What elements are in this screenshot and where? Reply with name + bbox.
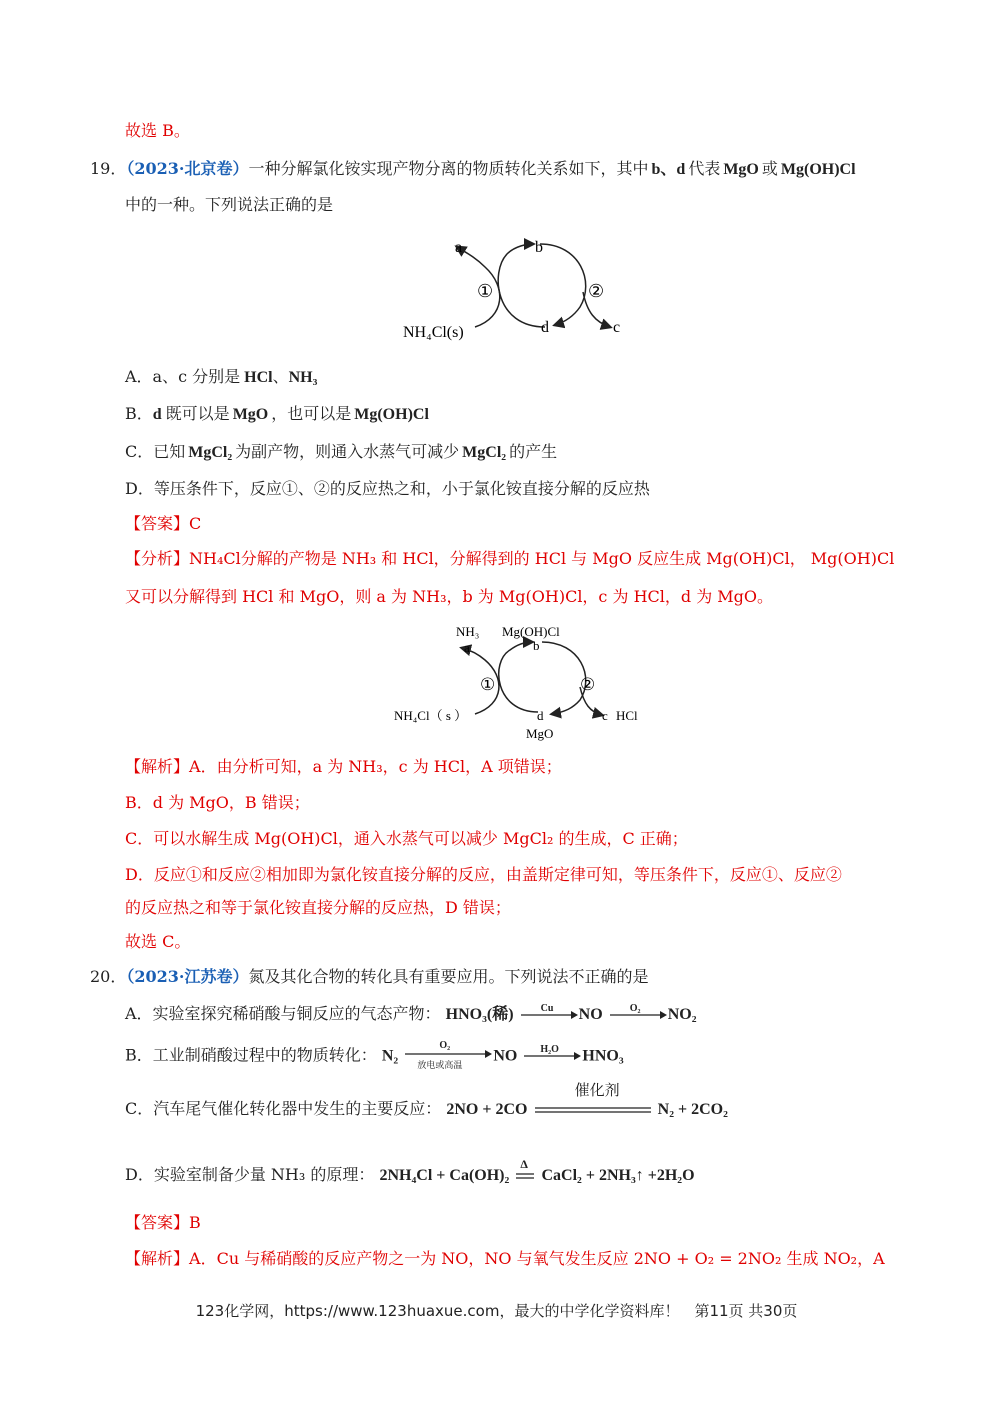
q20-explanation-a bbox=[125, 1248, 885, 1270]
opt-c-mgcl2-2: MgCl₂ bbox=[462, 444, 507, 461]
reaction-2-marker: ② bbox=[580, 675, 596, 694]
eq-b-arrow1 bbox=[403, 1040, 493, 1071]
eq-b-arrow2 bbox=[522, 1045, 582, 1067]
previous-conclusion: 故选 B。 bbox=[125, 121, 190, 140]
q20-opt-c-text: C．汽车尾气催化转化器中发生的主要反应： bbox=[125, 1099, 442, 1118]
q20-opt-d-text: D．实验室制备少量 NH₃ 的原理： bbox=[125, 1165, 375, 1184]
label-d: d bbox=[541, 319, 549, 336]
q19-explanation-d2: 的反应热之和等于氯化铵直接分解的反应热，D 错误； bbox=[125, 898, 511, 917]
opt-b-d: d bbox=[152, 406, 162, 423]
eq-a-cond1: Cu bbox=[540, 1002, 554, 1014]
reaction-2-marker: ② bbox=[588, 281, 605, 301]
eq-a-no2: NO₂ bbox=[667, 1006, 697, 1023]
answer-value: C bbox=[189, 514, 202, 533]
q20-opt-a-text: A．实验室探究稀硝酸与铜反应的气态产物： bbox=[125, 1004, 441, 1023]
opt-b-mgo: MgO bbox=[232, 406, 269, 423]
analysis-tag: 【分析】 bbox=[125, 549, 190, 568]
q19-represents: 代表 bbox=[688, 159, 721, 178]
reactant-nh4cl: NH₄Cl(s) bbox=[403, 324, 464, 341]
explanation-tag: 【解析】 bbox=[125, 1249, 190, 1268]
eq-b-cond1: O₂ bbox=[439, 1040, 451, 1051]
eq-b-n2: N₂ bbox=[381, 1047, 399, 1065]
label-b: b bbox=[533, 638, 540, 653]
eq-c-right: N₂ + 2CO₂ bbox=[657, 1101, 728, 1118]
answer-value: B bbox=[189, 1213, 201, 1232]
q20-option-b bbox=[125, 1040, 624, 1071]
q19-option-b bbox=[125, 403, 429, 426]
q20-option-a bbox=[125, 1003, 697, 1026]
label-c: c bbox=[602, 708, 608, 723]
opt-a-lead: A．a、c 分别是 bbox=[125, 367, 241, 386]
opt-b-text2: ，也可以是 bbox=[271, 404, 352, 423]
q19-conclusion: 故选 C。 bbox=[125, 932, 191, 951]
eq-b-hno3: HNO₃ bbox=[582, 1047, 624, 1065]
eq-d-equals bbox=[514, 1156, 536, 1187]
eq-a-hno3: HNO₃(稀) bbox=[445, 1006, 514, 1023]
answer-tag: 【答案】 bbox=[125, 1213, 190, 1232]
label-c: c bbox=[613, 319, 621, 336]
q20-source: （2023·江苏卷） bbox=[126, 967, 249, 986]
q19-explanation-d1: D．反应①和反应②相加即为氯化铵直接分解的反应，由盖斯定律可知，等压条件下，反应①、反应② bbox=[125, 865, 842, 884]
q19-number: 19． bbox=[90, 159, 127, 178]
label-a: a bbox=[455, 239, 463, 256]
eq-b-cond1b: 放电或高温 bbox=[417, 1061, 463, 1071]
q19-stem-line1 bbox=[90, 158, 856, 181]
opt-c-mgcl2: MgCl₂ bbox=[188, 444, 233, 461]
reactant-nh4cl: NH₄Cl（ s ） bbox=[394, 708, 468, 723]
opt-a-nh3: NH₃ bbox=[288, 369, 318, 386]
eq-a-arrow1 bbox=[519, 1004, 579, 1026]
page-footer: 123化学网，https://www.123huaxue.com，最大的中学化学资料库！ 第11页 共30页 bbox=[195, 1302, 798, 1320]
label-d: d bbox=[537, 708, 544, 723]
label-nh3: NH₃ bbox=[456, 624, 480, 639]
q19-bd: b、d bbox=[651, 161, 686, 178]
q20-opt-b-text: B．工业制硝酸过程中的物质转化： bbox=[125, 1045, 377, 1065]
reaction-1-marker: ① bbox=[477, 281, 494, 301]
eq-d-left: 2NH₄Cl + Ca(OH)₂ bbox=[379, 1167, 510, 1184]
label-mgo: MgO bbox=[526, 726, 554, 741]
opt-c-text1: 为副产物，则通入水蒸气可减少 bbox=[235, 442, 460, 461]
q20-option-d bbox=[125, 1156, 695, 1187]
opt-a-sep: 、 bbox=[272, 367, 289, 386]
q19-option-d: D．等压条件下，反应①、②的反应热之和，小于氯化铵直接分解的反应热 bbox=[125, 479, 650, 498]
eq-d-heat: Δ bbox=[520, 1156, 528, 1171]
q19-explanation-a bbox=[125, 756, 562, 778]
eq-a-no: NO bbox=[578, 1006, 603, 1023]
analysis-text1: NH₄Cl分解的产物是 NH₃ 和 HCl，分解得到的 HCl 与 MgO 反应生成 Mg(OH)Cl， Mg(OH)Cl bbox=[189, 549, 895, 568]
q19-stem-text: 一种分解氯化铵实现产物分离的物质转化关系如下，其中 bbox=[248, 159, 649, 178]
label-a: a bbox=[464, 640, 470, 655]
q19-answer-line bbox=[125, 513, 201, 535]
opt-b-text1: 既可以是 bbox=[165, 404, 230, 423]
opt-b-lead: B． bbox=[125, 404, 153, 423]
eq-c-equals bbox=[533, 1080, 653, 1121]
reaction-1-marker: ① bbox=[480, 675, 496, 694]
eq-a-arrow2 bbox=[608, 1004, 668, 1026]
eq-b-no: NO bbox=[493, 1047, 518, 1065]
q20-option-c bbox=[125, 1080, 728, 1121]
opt-c-text2: 的产生 bbox=[509, 442, 558, 461]
q19-stem-line2: 中的一种。下列说法正确的是 bbox=[125, 195, 334, 214]
answer-tag: 【答案】 bbox=[125, 514, 190, 533]
opt-c-lead: C．已知 bbox=[125, 442, 186, 461]
opt-a-hcl: HCl bbox=[244, 369, 273, 386]
q19-or: 或 bbox=[761, 159, 778, 178]
q19-source: （2023·北京卷） bbox=[126, 159, 249, 178]
eq-c-catalyst: 催化剂 bbox=[574, 1080, 620, 1099]
q20-number: 20． bbox=[90, 967, 127, 986]
q19-explanation-b: B．d 为 MgO，B 错误； bbox=[125, 793, 310, 812]
q19-option-c bbox=[125, 441, 557, 464]
reaction1-inner-arrow bbox=[498, 244, 545, 327]
eq-b-cond2: H₂O bbox=[540, 1044, 559, 1055]
eq-c-left: 2NO + 2CO bbox=[446, 1101, 528, 1118]
q19-analysis-line2: 又可以分解得到 HCl 和 MgO，则 a 为 NH₃，b 为 Mg(OH)Cl，c 为 HCl，d 为 MgO。 bbox=[125, 587, 774, 606]
q19-analysis-diagram bbox=[390, 622, 650, 747]
q19-option-a bbox=[125, 366, 317, 389]
eq-a-cond2: O₂ bbox=[629, 1002, 641, 1014]
q20-answer-line bbox=[125, 1212, 201, 1234]
label-hcl: HCl bbox=[616, 708, 638, 723]
q19-mgohcl: Mg(OH)Cl bbox=[780, 161, 856, 178]
opt-b-mgohcl: Mg(OH)Cl bbox=[354, 406, 429, 423]
eq-d-right: CaCl₂ + 2NH₃↑ +2H₂O bbox=[541, 1167, 695, 1184]
q19-cycle-diagram bbox=[395, 232, 635, 347]
explanation-a-text: A．Cu 与稀硝酸的反应产物之一为 NO，NO 与氧气发生反应 2NO + O₂ = 2NO₂ 生成 NO₂，A bbox=[189, 1249, 885, 1268]
q20-stem-text: 氮及其化合物的转化具有重要应用。下列说法不正确的是 bbox=[248, 967, 649, 986]
q19-mgo: MgO bbox=[723, 161, 759, 178]
q19-explanation-c: C．可以水解生成 Mg(OH)Cl，通入水蒸气可以减少 MgCl₂ 的生成，C 正确； bbox=[125, 829, 688, 848]
label-mgohcl: Mg(OH)Cl bbox=[502, 624, 560, 639]
explanation-tag: 【解析】 bbox=[125, 757, 190, 776]
explanation-a-text: A．由分析可知，a 为 NH₃，c 为 HCl，A 项错误； bbox=[189, 757, 562, 776]
label-b: b bbox=[535, 239, 543, 256]
reaction2-arrow bbox=[540, 244, 586, 325]
q19-analysis-line1 bbox=[125, 548, 894, 570]
q20-stem bbox=[90, 966, 649, 988]
